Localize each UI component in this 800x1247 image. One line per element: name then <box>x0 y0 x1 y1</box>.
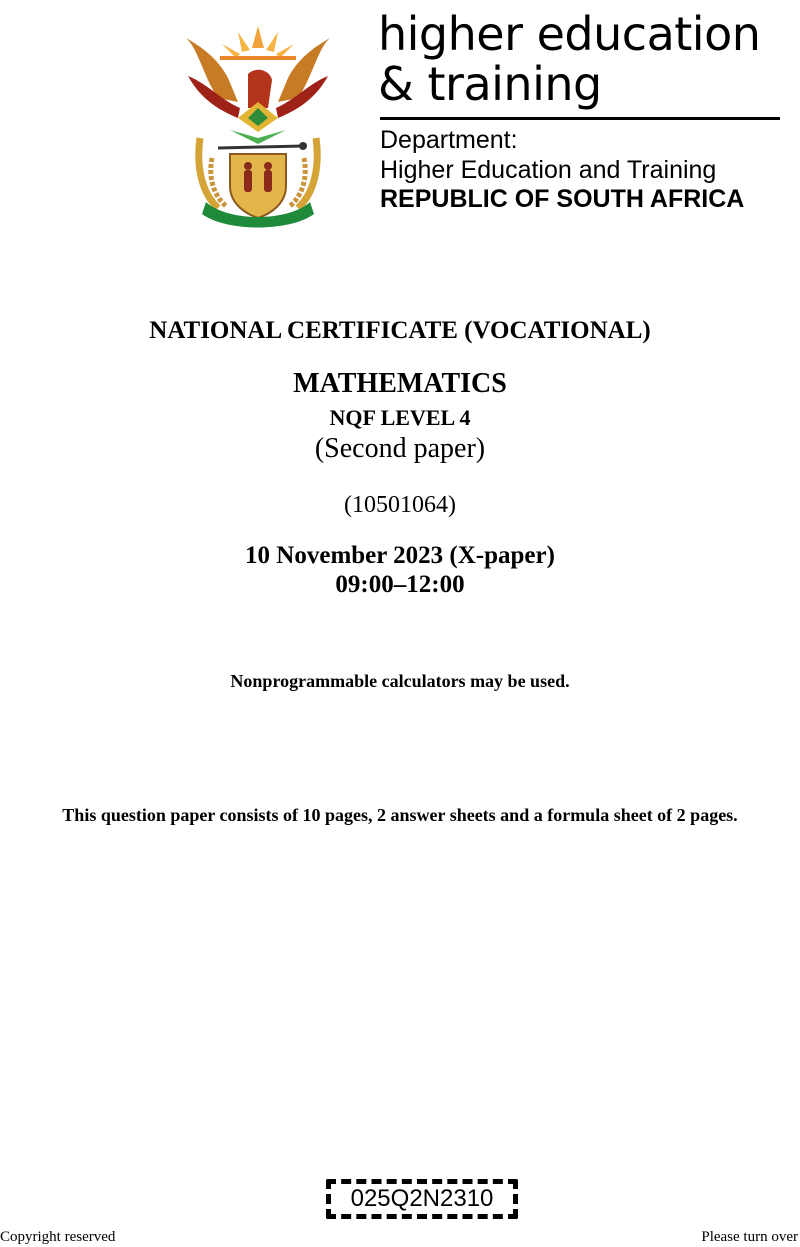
brand-wordmark-line2: & training <box>378 57 602 111</box>
brand-divider <box>380 117 780 120</box>
department-label: Department: <box>380 126 518 154</box>
paper-number: (Second paper) <box>314 433 486 464</box>
coat-of-arms-logo <box>178 18 338 230</box>
exam-time: 09:00–12:00 <box>335 571 465 598</box>
copyright-notice: Copyright reserved <box>0 1229 116 1245</box>
turn-over-note: Please turn over <box>701 1229 798 1245</box>
country-name: REPUBLIC OF SOUTH AFRICA <box>380 185 745 213</box>
page-count-note: This question paper consists of 10 pages, 2 answer sheets and a formula sheet of 2 pages. <box>62 805 738 825</box>
paper-code-box <box>326 1179 518 1219</box>
nqf-level: NQF LEVEL 4 <box>329 405 471 430</box>
qualification-title: NATIONAL CERTIFICATE (VOCATIONAL) <box>149 317 651 344</box>
sun-icon <box>220 26 296 60</box>
paper-code: 025Q2N2310 <box>350 1185 494 1212</box>
exam-date: 10 November 2023 (X-paper) <box>245 542 555 569</box>
department-name: Higher Education and Training <box>380 156 717 184</box>
subject-code: (10501064) <box>344 492 456 518</box>
brand-wordmark-line1: higher education <box>378 7 761 61</box>
subject-title: MATHEMATICS <box>293 368 507 399</box>
calculator-note: Nonprogrammable calculators may be used. <box>230 671 570 691</box>
